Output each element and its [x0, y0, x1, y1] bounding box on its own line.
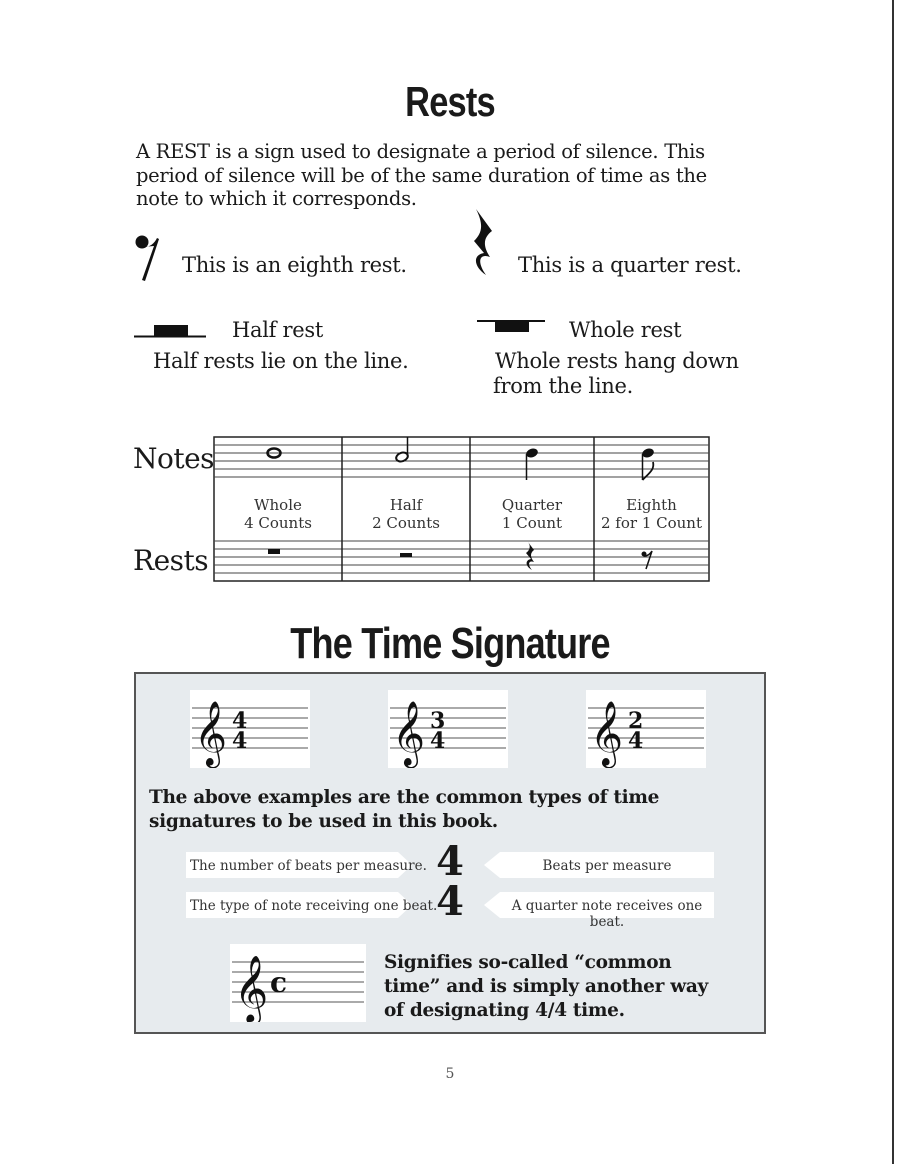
- beats-per-measure-label: Beats per measure: [542, 858, 672, 874]
- common-time-desc: [384, 951, 708, 1023]
- quarter-note-icon: [525, 447, 539, 480]
- common-time-line-1: Signifies so-called “common: [384, 952, 672, 973]
- col-quarter: [470, 496, 594, 532]
- treble-clef-icon: 𝄞: [234, 954, 269, 1022]
- quarter-rest-small-icon: [526, 542, 534, 570]
- eighth-note-icon: [641, 447, 655, 480]
- quarter-note-beat-label: A quarter note receives one beat.: [511, 898, 703, 930]
- half-rest-desc: Half rests lie on the line.: [153, 349, 409, 373]
- whole-rest-desc-1: Whole rests hang down: [495, 349, 739, 373]
- eighth-rest-small-icon: [642, 551, 653, 569]
- common-time-staff: [230, 944, 366, 1022]
- quarter-rest-label: This is a quarter rest.: [518, 253, 742, 277]
- whole-rest-icon: [477, 318, 547, 336]
- rests-row-label: Rests: [133, 544, 209, 577]
- time-signature-2-4: [586, 690, 706, 768]
- treble-clef-icon: 𝄞: [194, 701, 228, 766]
- whole-rest-desc-2: from the line.: [493, 374, 633, 398]
- ts-bottom: 4: [232, 728, 248, 754]
- common-time-line-2: time” and is simply another way: [384, 976, 708, 997]
- rest-definition: A REST is a sign used to designate a period of silence. This period of silence will be of the same duration of time as the note to which it corresponds.: [136, 140, 707, 210]
- time-signature-3-4: [388, 690, 508, 768]
- half-rest-icon: [134, 322, 210, 340]
- page-edge-divider: [892, 0, 900, 1164]
- time-signature-heading: The Time Signature: [290, 619, 610, 668]
- ts-bottom: 4: [430, 728, 446, 754]
- ts-bottom: 4: [628, 728, 644, 754]
- big-ts-bottom: 4: [436, 878, 464, 925]
- time-signature-4-4: [190, 690, 310, 768]
- treble-clef-icon: 𝄞: [392, 701, 426, 766]
- col-whole: [214, 496, 342, 532]
- ts-top: 2: [628, 708, 644, 734]
- page-number: 5: [445, 1066, 455, 1082]
- half-note-icon: [395, 437, 409, 463]
- col-half-count: 2 Counts: [372, 514, 440, 532]
- col-eighth-name: Eighth: [626, 496, 677, 514]
- ts-top: 3: [430, 708, 446, 734]
- half-rest-title: Half rest: [232, 318, 323, 342]
- col-eighth: [594, 496, 709, 532]
- col-quarter-count: 1 Count: [501, 514, 563, 532]
- whole-rest-small-icon: [268, 549, 280, 554]
- col-eighth-count: 2 for 1 Count: [600, 514, 702, 532]
- notes-row-label: Notes: [133, 442, 215, 475]
- common-time-line-3: of designating 4/4 time.: [384, 1000, 625, 1021]
- treble-clef-icon: 𝄞: [590, 701, 624, 766]
- rests-heading: Rests: [405, 78, 495, 125]
- ts-top: 4: [232, 708, 248, 734]
- col-whole-count: 4 Counts: [244, 514, 312, 532]
- eighth-rest-icon: [133, 233, 163, 285]
- whole-rest-title: Whole rest: [569, 318, 682, 342]
- examples-text: The above examples are the common types of time signatures to be used in this book.: [149, 787, 660, 832]
- col-whole-name: Whole: [254, 496, 302, 514]
- common-time-icon: c: [270, 966, 288, 999]
- col-half-name: Half: [389, 496, 423, 514]
- big-time-signature: [432, 838, 468, 925]
- note-receiving-beat-note: The type of note receiving one beat.: [190, 898, 438, 914]
- col-half: [342, 496, 470, 532]
- eighth-rest-label: This is an eighth rest.: [182, 253, 407, 277]
- quarter-rest-icon: [470, 207, 504, 285]
- half-rest-small-icon: [400, 553, 412, 557]
- big-ts-top: 4: [436, 838, 464, 885]
- col-quarter-name: Quarter: [501, 496, 563, 514]
- beats-per-measure-note: The number of beats per measure.: [190, 858, 427, 874]
